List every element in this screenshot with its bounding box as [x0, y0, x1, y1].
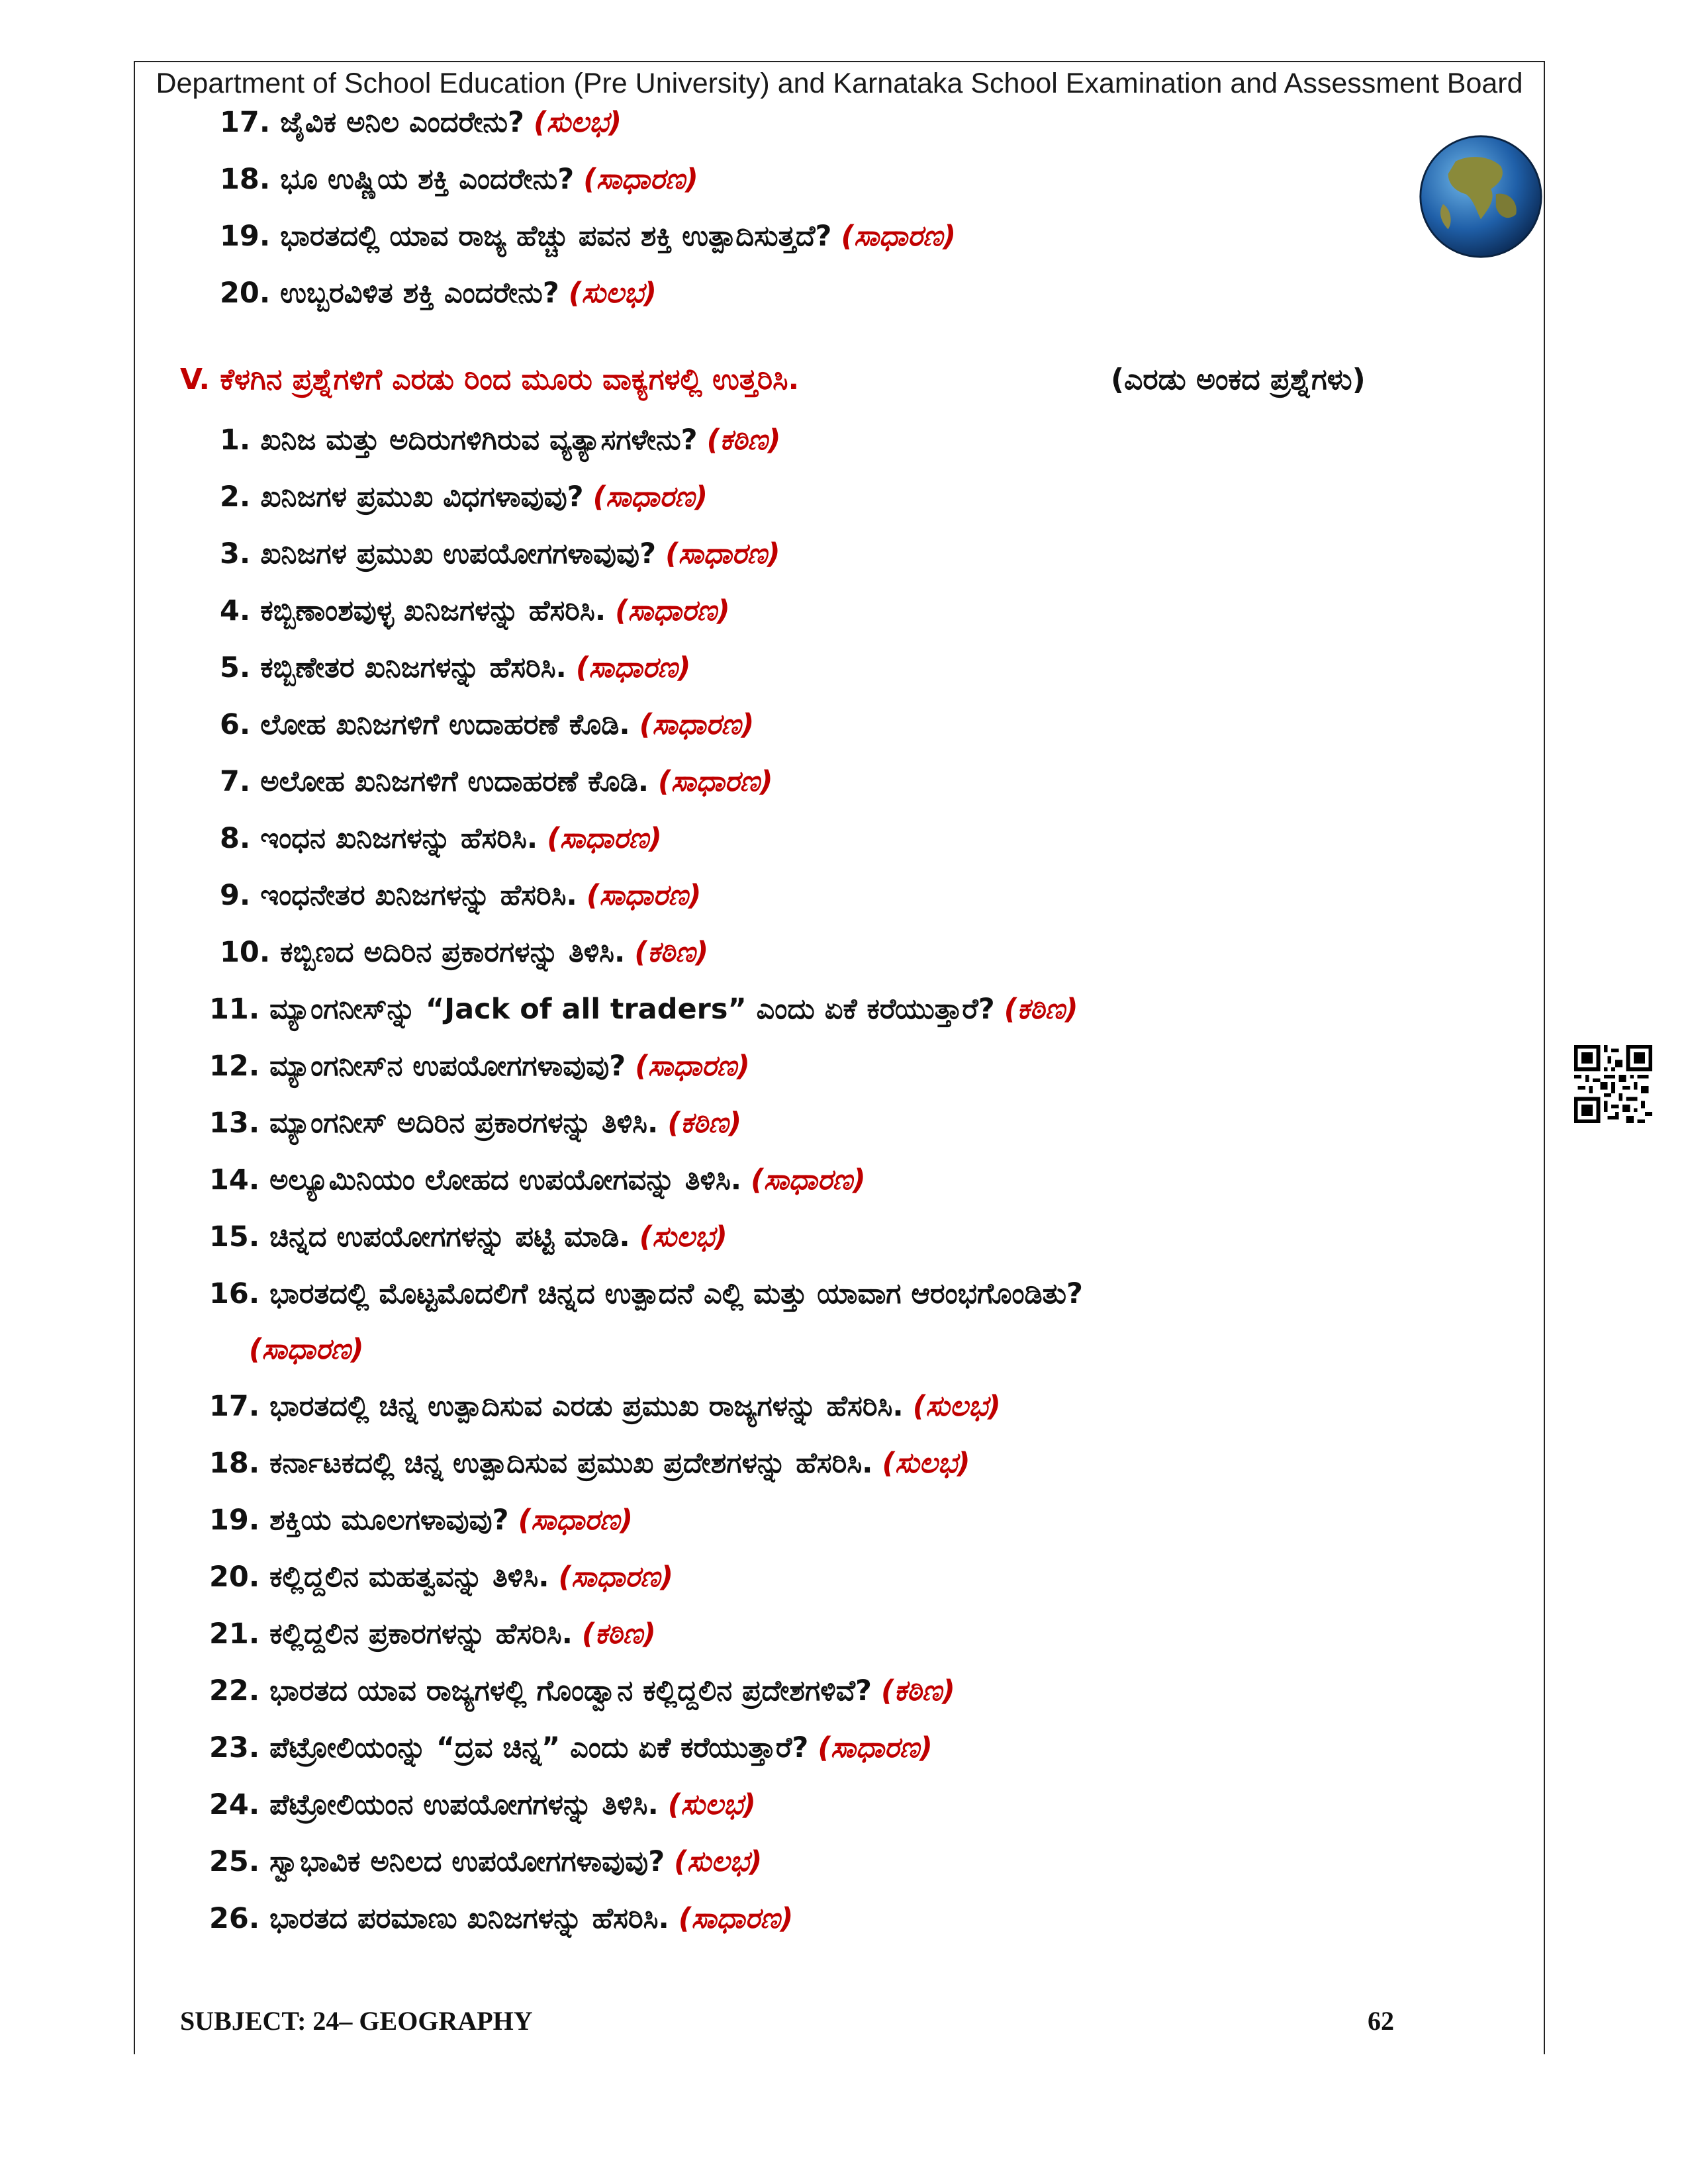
- question-20a: 20. ಉಬ್ಬರವಿಳಿತ ಶಕ್ತಿ ಎಂದರೇನು? (ಸುಲಭ): [220, 277, 657, 310]
- question-18: 18. ಕರ್ನಾಟಕದಲ್ಲಿ ಚಿನ್ನ ಉತ್ಪಾದಿಸುವ ಪ್ರಮುಖ ಪ್ರದೇಶಗಳನ್ನು ಹೆಸರಿಸಿ. (ಸುಲಭ): [209, 1447, 970, 1480]
- board-header: Department of School Education (Pre University) and Karnataka School Examination and Assessment Board: [156, 68, 1523, 99]
- footer-page-number: 62: [1368, 2006, 1394, 2036]
- question-19a: 19. ಭಾರತದಲ್ಲಿ ಯಾವ ರಾಜ್ಯ ಹೆಚ್ಚು ಪವನ ಶಕ್ತಿ ಉತ್ಪಾದಿಸುತ್ತದೆ? (ಸಾಧಾರಣ): [220, 220, 956, 253]
- question-3: 3. ಖನಿಜಗಳ ಪ್ರಮುಖ ಉಪಯೋಗಗಳಾವುವು? (ಸಾಧಾರಣ): [220, 537, 780, 570]
- question-17a: 17. ಜೈವಿಕ ಅನಿಲ ಎಂದರೇನು? (ಸುಲಭ): [220, 106, 622, 139]
- question-17: 17. ಭಾರತದಲ್ಲಿ ಚಿನ್ನ ಉತ್ಪಾದಿಸುವ ಎರಡು ಪ್ರಮುಖ ರಾಜ್ಯಗಳನ್ನು ಹೆಸರಿಸಿ. (ಸುಲಭ): [209, 1390, 1001, 1423]
- question-16-level: (ಸಾಧಾರಣ): [249, 1333, 364, 1366]
- question-15: 15. ಚಿನ್ನದ ಉಪಯೋಗಗಳನ್ನು ಪಟ್ಟಿ ಮಾಡಿ. (ಸುಲಭ): [209, 1220, 727, 1253]
- footer-subject: SUBJECT: 24– GEOGRAPHY: [180, 2006, 533, 2036]
- section-marks-tag: (ಎರಡು ಅಂಕದ ಪ್ರಶ್ನೆಗಳು): [1111, 363, 1366, 396]
- question-5: 5. ಕಬ್ಬಿಣೇತರ ಖನಿಜಗಳನ್ನು ಹೆಸರಿಸಿ. (ಸಾಧಾರಣ): [220, 651, 691, 684]
- globe-icon: [1418, 134, 1544, 259]
- question-26: 26. ಭಾರತದ ಪರಮಾಣು ಖನಿಜಗಳನ್ನು ಹೆಸರಿಸಿ. (ಸಾಧಾರಣ): [209, 1902, 794, 1935]
- question-12: 12. ಮ್ಯಾಂಗನೀಸ್‌ನ ಉಪಯೋಗಗಳಾವುವು? (ಸಾಧಾರಣ): [209, 1050, 750, 1083]
- question-20: 20. ಕಲ್ಲಿದ್ದಲಿನ ಮಹತ್ವವನ್ನು ತಿಳಿಸಿ. (ಸಾಧಾರಣ): [209, 1561, 674, 1594]
- question-23: 23. ಪೆಟ್ರೋಲಿಯಂನ್ನು “ದ್ರವ ಚಿನ್ನ” ಎಂದು ಏಕೆ ಕರೆಯುತ್ತಾರೆ? (ಸಾಧಾರಣ): [209, 1731, 933, 1764]
- question-21: 21. ಕಲ್ಲಿದ್ದಲಿನ ಪ್ರಕಾರಗಳನ್ನು ಹೆಸರಿಸಿ. (ಕಠಿಣ): [209, 1617, 656, 1651]
- question-1: 1. ಖನಿಜ ಮತ್ತು ಅದಿರುಗಳಿಗಿರುವ ವ್ಯತ್ಯಾಸಗಳೇನು? (ಕಠಿಣ): [220, 424, 781, 457]
- question-2: 2. ಖನಿಜಗಳ ಪ್ರಮುಖ ವಿಧಗಳಾವುವು? (ಸಾಧಾರಣ): [220, 480, 708, 514]
- question-22: 22. ಭಾರತದ ಯಾವ ರಾಜ್ಯಗಳಲ್ಲಿ ಗೊಂಡ್ವಾನ ಕಲ್ಲಿದ್ದಲಿನ ಪ್ರದೇಶಗಳಿವೆ? (ಕಠಿಣ): [209, 1674, 955, 1707]
- question-18a: 18. ಭೂ ಉಷ್ಣಿಯ ಶಕ್ತಿ ಎಂದರೇನು? (ಸಾಧಾರಣ): [220, 163, 698, 196]
- question-13: 13. ಮ್ಯಾಂಗನೀಸ್ ಅದಿರಿನ ಪ್ರಕಾರಗಳನ್ನು ತಿಳಿಸಿ. (ಕಠಿಣ): [209, 1107, 742, 1140]
- question-6: 6. ಲೋಹ ಖನಿಜಗಳಿಗೆ ಉದಾಹರಣೆ ಕೊಡಿ. (ಸಾಧಾರಣ): [220, 708, 755, 741]
- question-8: 8. ಇಂಧನ ಖನಿಜಗಳನ್ನು ಹೆಸರಿಸಿ. (ಸಾಧಾರಣ): [220, 822, 662, 855]
- question-10: 10. ಕಬ್ಬಿಣದ ಅದಿರಿನ ಪ್ರಕಾರಗಳನ್ನು ತಿಳಿಸಿ. (ಕಠಿಣ): [220, 936, 709, 969]
- question-9: 9. ಇಂಧನೇತರ ಖನಿಜಗಳನ್ನು ಹೆಸರಿಸಿ. (ಸಾಧಾರಣ): [220, 879, 702, 912]
- qr-code-icon[interactable]: [1574, 1044, 1652, 1124]
- question-11: 11. ಮ್ಯಾಂಗನೀಸ್‌ನ್ನು “Jack of all traders” ಎಂದು ಏಕೆ ಕರೆಯುತ್ತಾರೆ? (ಕಠಿಣ): [209, 993, 1078, 1026]
- question-19: 19. ಶಕ್ತಿಯ ಮೂಲಗಳಾವುವು? (ಸಾಧಾರಣ): [209, 1504, 633, 1537]
- question-14: 14. ಅಲ್ಯೂಮಿನಿಯಂ ಲೋಹದ ಉಪಯೋಗವನ್ನು ತಿಳಿಸಿ. (ಸಾಧಾರಣ): [209, 1163, 866, 1197]
- question-24: 24. ಪೆಟ್ರೋಲಿಯಂನ ಉಪಯೋಗಗಳನ್ನು ತಿಳಿಸಿ. (ಸುಲಭ): [209, 1788, 756, 1821]
- question-4: 4. ಕಬ್ಬಿಣಾಂಶವುಳ್ಳ ಖನಿಜಗಳನ್ನು ಹೆಸರಿಸಿ. (ಸಾಧಾರಣ): [220, 594, 730, 627]
- question-16: 16. ಭಾರತದಲ್ಲಿ ಮೊಟ್ಟಮೊದಲಿಗೆ ಚಿನ್ನದ ಉತ್ಪಾದನೆ ಎಲ್ಲಿ ಮತ್ತು ಯಾವಾಗ ಆರಂಭಗೊಂಡಿತು?: [209, 1277, 1083, 1310]
- section-heading: V. ಕೆಳಗಿನ ಪ್ರಶ್ನೆಗಳಿಗೆ ಎರಡು ರಿಂದ ಮೂರು ವಾಕ್ಯಗಳಲ್ಲಿ ಉತ್ತರಿಸಿ.: [180, 363, 800, 396]
- question-7: 7. ಅಲೋಹ ಖನಿಜಗಳಿಗೆ ಉದಾಹರಣೆ ಕೊಡಿ. (ಸಾಧಾರಣ): [220, 765, 773, 798]
- question-25: 25. ಸ್ವಾಭಾವಿಕ ಅನಿಲದ ಉಪಯೋಗಗಳಾವುವು? (ಸುಲಭ): [209, 1845, 763, 1878]
